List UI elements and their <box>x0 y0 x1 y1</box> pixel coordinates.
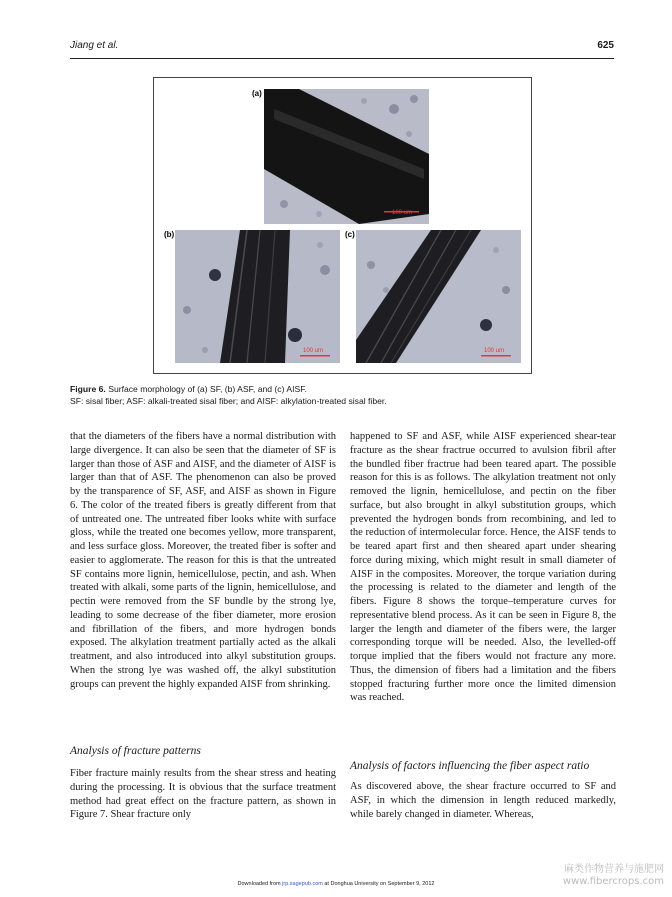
right-column <box>350 430 616 705</box>
body-paragraph: happened to SF and ASF, while AISF experienced shear-tear fracture as the shear fractrue occurred to avulsion fibril after the bundled fiber fractrue had been teared apart. The possible reason for this is as follows. The alkylation treatment not only removed the lignin, hemicellulose, and pectin on the fiber surface, but also brought in alkyl substitution groups, which prevented the hydrogen bonds from recombining, and led to the reduction of intermolecular force. Hence, the AISF tends to be teared apart first and then sheared apart under shearing force during mixing, which might result in small diameter of AISF in the composites. Moreover, the torque variation during the processing is related to the diameter and length of the fibers. Figure 8 shows the torque–temperature curves for representative blend process. As it can be seen in Figure 8, the larger the length and diameter of the fibers were, the larger corresponding torque will be needed. Also, the levelled-off torque implied that the fibers would not fracture any more. Thus, the dimension of fibers had a limitation and the fibers stopped fracturing further more once the limited dimension was reached. <box>350 431 616 704</box>
running-header-authors: Jiang et al. <box>70 40 119 51</box>
footer-link[interactable]: jrp.sagepub.com <box>282 881 323 887</box>
section-heading-fracture-patterns: Analysis of fracture patterns <box>70 745 201 757</box>
micrograph-aisf-image <box>356 230 521 363</box>
left-column-continued <box>70 767 336 822</box>
page-number: 625 <box>597 40 614 51</box>
scale-bar-label-a: 100 um <box>392 210 413 216</box>
panel-label-b: (b) <box>164 230 175 239</box>
watermark-line2: www.fibercrops.com <box>562 876 664 887</box>
figure-caption <box>70 383 620 407</box>
scale-bar-label-b: 100 um <box>303 348 324 354</box>
panel-a-micrograph <box>264 89 429 224</box>
micrograph-asf-image <box>175 230 340 363</box>
left-column <box>70 430 336 720</box>
micrograph-sf-image <box>264 89 429 224</box>
panel-label-c: (c) <box>345 230 355 239</box>
caption-title: Figure 6. <box>70 384 106 394</box>
body-paragraph: Fiber fracture mainly results from the shear stress and heating during the processing. It is obvious that the surface treatment method had great effect on the fracture pattern, as shown in Figure 7. Shear fracture only <box>70 768 336 821</box>
watermark <box>563 864 664 888</box>
caption-note: SF: sisal fiber; ASF: alkali-treated sisal fiber; and AISF: alkylation-treated sisal fiber. <box>70 396 387 406</box>
body-paragraph: that the diameters of the fibers have a normal distribution with large divergence. It can also be seen that the diameter of SF is larger than those of ASF and AISF, and the diameter of AISF is larger than that of ASF. The phenomenon can also be proved by the transparence of SF, ASF, and AISF as shown in Figure 6. The color of the treated fibers is greatly different from that of untreated one. The untreated fiber looks white with surface gloss, while the treated one becomes yellow, more transparent, and less surface gloss. Moreover, the treated fiber is softer and easier to agglomerate. The reason for this is that the untreated SF contains more lignin, hemicellulose, pectin, and ash. When treated with alkali, some parts of the lignin, hemicellulose, and pectin were removed from the SF bundle by the strong lye, leading to some decrease of the fiber diameter, more erosion and fibrillation of the fibers, and more hydrogen bonds exposed. The alkylation treatment partially acted as the alkali treatment, and also introduced into alkyl substitution groups. When the strong lye was washed off, the alkyl substitution groups can prevent the highly expanded AISF from shrinking. <box>70 431 336 690</box>
header-rule <box>70 58 614 59</box>
panel-c-micrograph <box>356 230 521 363</box>
figure-6 <box>153 77 532 374</box>
panel-b-micrograph <box>175 230 340 363</box>
caption-text: Surface morphology of (a) SF, (b) ASF, and (c) AISF. <box>105 384 307 394</box>
section-heading-aspect-ratio: Analysis of factors influencing the fiber aspect ratio <box>350 760 590 772</box>
panel-label-a: (a) <box>252 89 262 98</box>
footer-suffix: at Donghua University on September 9, 2012 <box>322 881 435 887</box>
body-paragraph: As discovered above, the shear fracture occurred to SF and ASF, in which the dimension in length reduced markedly, while barely changed in diameter. Whereas, <box>350 781 616 820</box>
watermark-line1: 麻类作物营养与施肥网 <box>564 864 664 875</box>
right-column-continued <box>350 780 616 821</box>
footer-prefix: Downloaded from <box>237 881 283 887</box>
scale-bar-label-c: 100 um <box>484 348 505 354</box>
